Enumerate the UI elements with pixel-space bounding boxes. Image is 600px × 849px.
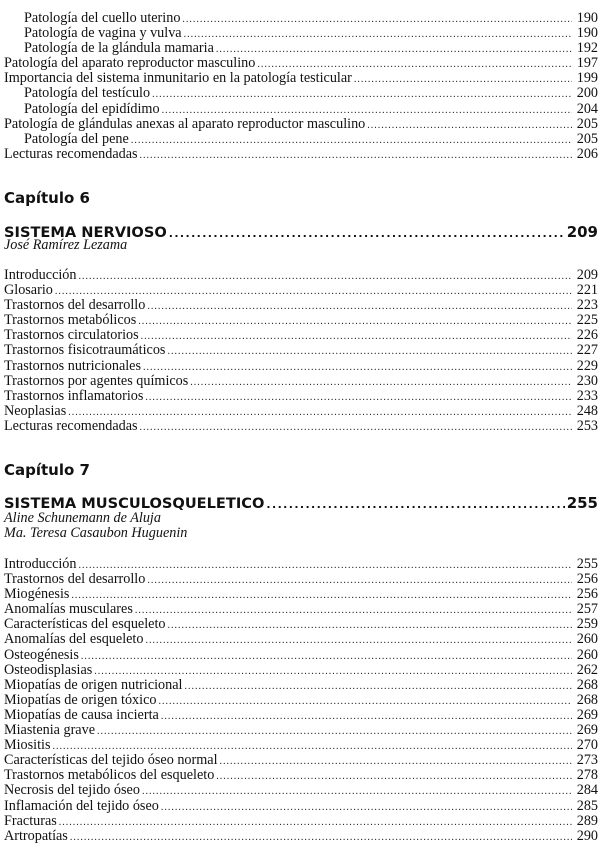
- toc-entry: [4, 147, 598, 162]
- toc-entry: [4, 117, 598, 132]
- toc-entry-page: 223: [576, 297, 598, 314]
- toc-entry-page: 200: [576, 85, 598, 102]
- toc-entry-page: 205: [576, 130, 598, 147]
- dot-leader: [140, 420, 572, 435]
- toc-entry-title: Patología del aparato reproductor masculino: [4, 55, 256, 72]
- dot-leader: [147, 573, 572, 588]
- chapter-author: Aline Schunemann de Aluja: [4, 510, 161, 526]
- dot-leader: [138, 314, 572, 329]
- toc-entry: [4, 753, 598, 768]
- toc-entry: [4, 768, 598, 783]
- dot-leader: [184, 679, 572, 694]
- dot-leader: [79, 269, 573, 284]
- dot-leader: [367, 118, 572, 133]
- dot-leader: [142, 784, 572, 799]
- toc-entry-title: Patología de glándulas anexas al aparato reproductor masculino: [4, 115, 366, 132]
- toc-entry-title: Neoplasias: [4, 402, 67, 419]
- toc-entry-title: Miositis: [4, 737, 51, 754]
- toc-entry-title: Patología de la glándula mamaria: [24, 40, 214, 57]
- toc-entry: [4, 41, 598, 56]
- chapter-author: José Ramírez Lezama: [4, 237, 128, 253]
- toc-entry: [4, 617, 598, 632]
- toc-entry-title: Introducción: [4, 267, 77, 283]
- toc-entry: [4, 313, 598, 328]
- toc-entry-title: Fracturas: [4, 812, 57, 829]
- toc-entry-page: 285: [576, 797, 598, 814]
- toc-entry: [4, 86, 598, 101]
- toc-entry-page: 225: [576, 312, 598, 329]
- dot-leader: [147, 299, 572, 314]
- dot-leader: [143, 360, 572, 375]
- toc-entry-page: 233: [576, 387, 598, 404]
- dot-leader: [158, 694, 572, 709]
- toc-list-continued: [4, 11, 598, 162]
- dot-leader: [216, 769, 572, 784]
- dot-leader: [79, 558, 573, 573]
- dot-leader: [71, 588, 572, 603]
- toc-entry: [4, 738, 598, 753]
- toc-entry: [4, 419, 598, 434]
- toc-entry-title: Trastornos metabólicos: [4, 312, 137, 329]
- toc-list-chapter6: [4, 268, 598, 434]
- dot-leader: [167, 344, 572, 359]
- toc-entry-title: Patología del cuello uterino: [24, 10, 181, 26]
- toc-entry-page: 269: [576, 722, 598, 739]
- toc-entry: [4, 814, 598, 829]
- toc-entry-title: Lecturas recomendadas: [4, 145, 138, 162]
- toc-entry: [4, 693, 598, 708]
- toc-entry: [4, 11, 598, 26]
- toc-entry-page: 229: [576, 357, 598, 374]
- toc-entry-title: Miopatías de causa incierta: [4, 706, 159, 723]
- toc-entry: [4, 783, 598, 798]
- toc-entry-title: Lecturas recomendadas: [4, 417, 138, 434]
- dot-leader: [168, 618, 572, 633]
- toc-entry: [4, 404, 598, 419]
- toc-entry-title: Osteogénesis: [4, 646, 79, 663]
- toc-entry-title: Anomalías musculares: [4, 601, 133, 618]
- dot-leader: [161, 709, 572, 724]
- toc-entry-title: Patología del testículo: [24, 85, 151, 102]
- chapter-title: SISTEMA MUSCULOSQUELETICO: [4, 495, 265, 512]
- toc-entry-title: Patología de vagina y vulva: [24, 25, 182, 42]
- toc-entry: [4, 572, 598, 587]
- toc-entry: [4, 557, 598, 572]
- toc-entry-title: Anomalías del esqueleto: [4, 631, 144, 648]
- toc-entry-page: 256: [576, 571, 598, 588]
- toc-entry: [4, 298, 598, 313]
- toc-entry: [4, 328, 598, 343]
- dot-leader: [354, 72, 572, 87]
- toc-entry: [4, 359, 598, 374]
- toc-entry-page: 255: [576, 556, 598, 572]
- chapter-label: Capítulo 7: [4, 461, 90, 479]
- toc-entry-page: 268: [576, 691, 598, 708]
- toc-entry: [4, 708, 598, 723]
- toc-entry-title: Miastenia grave: [4, 722, 95, 739]
- toc-entry-page: 268: [576, 676, 598, 693]
- dot-leader: [169, 227, 565, 240]
- toc-entry-page: 205: [576, 115, 598, 132]
- toc-entry: [4, 102, 598, 117]
- dot-leader: [140, 148, 572, 163]
- toc-entry: [4, 374, 598, 389]
- dot-leader: [216, 42, 572, 57]
- toc-entry: [4, 602, 598, 617]
- toc-entry-page: 269: [576, 706, 598, 723]
- chapter-page: 255: [566, 494, 598, 512]
- toc-entry: [4, 587, 598, 602]
- toc-entry-page: 256: [576, 586, 598, 603]
- toc-entry: [4, 71, 598, 86]
- dot-leader: [81, 649, 572, 664]
- toc-entry: [4, 678, 598, 693]
- toc-entry: [4, 268, 598, 283]
- toc-entry: [4, 389, 598, 404]
- dot-leader: [266, 498, 564, 511]
- toc-entry-title: Trastornos nutricionales: [4, 357, 142, 374]
- toc-entry-title: Introducción: [4, 556, 77, 572]
- dot-leader: [135, 603, 572, 618]
- dot-leader: [161, 800, 572, 815]
- toc-entry-page: 190: [576, 25, 598, 42]
- toc-entry-page: 248: [576, 402, 598, 419]
- toc-entry-title: Trastornos por agentes químicos: [4, 372, 189, 389]
- toc-entry-page: 278: [576, 767, 598, 784]
- toc-entry: [4, 829, 598, 844]
- chapter-title: SISTEMA NERVIOSO: [4, 224, 167, 241]
- toc-entry-title: Miogénesis: [4, 586, 70, 603]
- toc-entry-page: 289: [576, 812, 598, 829]
- dot-leader: [182, 12, 572, 27]
- dot-leader: [184, 27, 572, 42]
- toc-entry-page: 209: [576, 267, 598, 283]
- chapter-label: Capítulo 6: [4, 189, 90, 207]
- toc-entry-page: 284: [576, 782, 598, 799]
- toc-list-chapter7: [4, 557, 598, 844]
- dot-leader: [70, 830, 572, 845]
- toc-entry-title: Características del esqueleto: [4, 616, 166, 633]
- dot-leader: [131, 133, 572, 148]
- dot-leader: [141, 329, 572, 344]
- toc-entry-title: Miopatías de origen nutricional: [4, 676, 183, 693]
- dot-leader: [220, 754, 572, 769]
- toc-entry-page: 260: [576, 631, 598, 648]
- dot-leader: [68, 405, 572, 420]
- toc-entry-title: Trastornos metabólicos del esqueleto: [4, 767, 215, 784]
- toc-entry-title: Miopatías de origen tóxico: [4, 691, 157, 708]
- toc-entry: [4, 283, 598, 298]
- toc-entry-page: 227: [576, 342, 598, 359]
- toc-entry-title: Patología del epidídimo: [24, 100, 160, 117]
- toc-entry: [4, 723, 598, 738]
- toc-entry-page: 257: [576, 601, 598, 618]
- chapter-author: Ma. Teresa Casaubon Huguenin: [4, 525, 188, 541]
- toc-entry-page: 230: [576, 372, 598, 389]
- toc-entry-page: 260: [576, 646, 598, 663]
- toc-entry-title: Trastornos fisicotraumáticos: [4, 342, 166, 359]
- toc-entry: [4, 648, 598, 663]
- dot-leader: [145, 633, 572, 648]
- dot-leader: [145, 390, 572, 405]
- toc-entry-page: 199: [576, 70, 598, 87]
- toc-entry: [4, 663, 598, 678]
- toc-entry-title: Patología del pene: [24, 130, 129, 147]
- toc-entry-title: Inflamación del tejido óseo: [4, 797, 159, 814]
- toc-entry: [4, 132, 598, 147]
- dot-leader: [97, 724, 572, 739]
- toc-entry-title: Glosario: [4, 282, 53, 299]
- toc-entry-page: 253: [576, 417, 598, 434]
- toc-entry-page: 190: [576, 10, 598, 26]
- toc-entry-title: Osteodisplasias: [4, 661, 93, 678]
- toc-entry-title: Trastornos del desarrollo: [4, 571, 146, 588]
- toc-entry-title: Necrosis del tejido óseo: [4, 782, 140, 799]
- toc-entry: [4, 343, 598, 358]
- toc-entry: [4, 56, 598, 71]
- toc-entry-page: 206: [576, 145, 598, 162]
- toc-entry: [4, 632, 598, 647]
- toc-entry-page: 270: [576, 737, 598, 754]
- toc-entry-title: Importancia del sistema inmunitario en la patología testicular: [4, 70, 352, 87]
- dot-leader: [152, 87, 572, 102]
- toc-entry-page: 259: [576, 616, 598, 633]
- toc-entry-title: Trastornos del desarrollo: [4, 297, 146, 314]
- toc-entry: [4, 26, 598, 41]
- chapter-page: 209: [566, 223, 598, 241]
- dot-leader: [190, 375, 572, 390]
- toc-entry-page: 192: [576, 40, 598, 57]
- toc-entry-page: 262: [576, 661, 598, 678]
- dot-leader: [59, 815, 572, 830]
- toc-entry-title: Trastornos inflamatorios: [4, 387, 144, 404]
- toc-entry-page: 221: [576, 282, 598, 299]
- toc-entry-title: Artropatías: [4, 827, 68, 844]
- toc-entry-page: 197: [576, 55, 598, 72]
- toc-entry-page: 204: [576, 100, 598, 117]
- toc-entry-page: 226: [576, 327, 598, 344]
- toc-entry-page: 273: [576, 752, 598, 769]
- toc-entry-title: Características del tejido óseo normal: [4, 752, 218, 769]
- toc-entry-title: Trastornos circulatorios: [4, 327, 139, 344]
- toc-entry-page: 290: [576, 827, 598, 844]
- toc-entry: [4, 799, 598, 814]
